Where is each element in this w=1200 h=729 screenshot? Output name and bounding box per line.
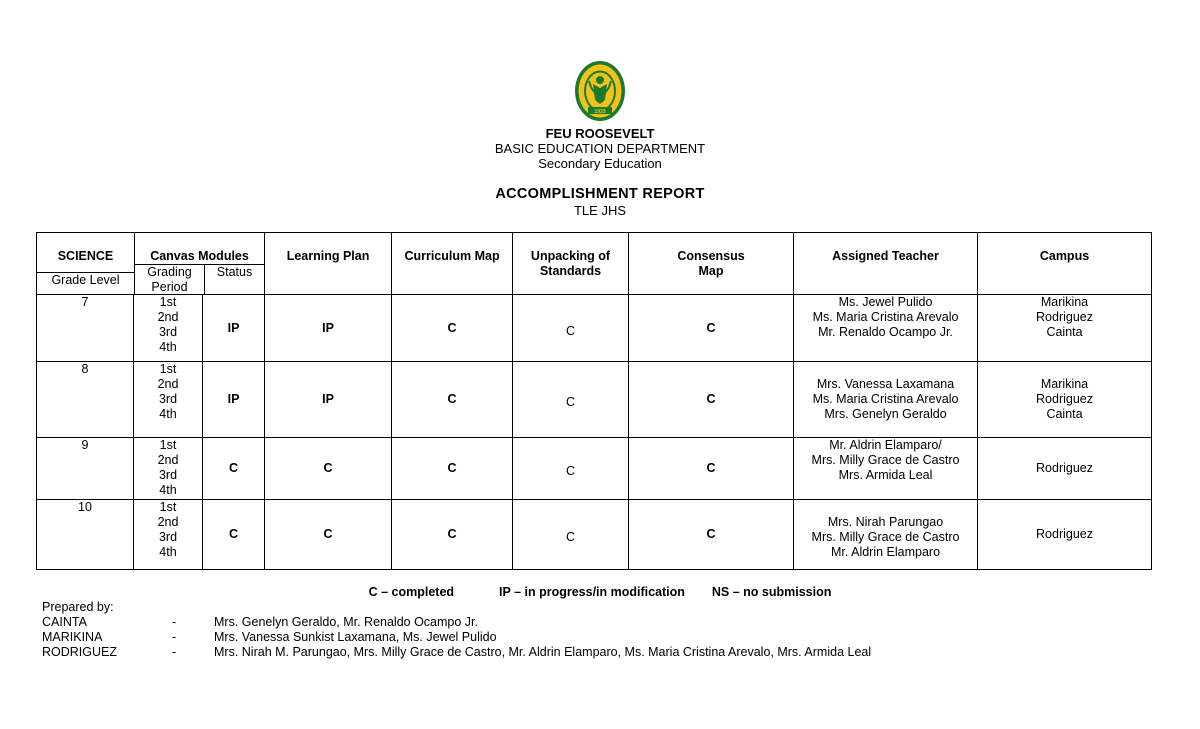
consensus-map-cell: C	[629, 362, 794, 438]
prepared-by-row	[42, 630, 871, 645]
grade-level-cell: 9	[37, 438, 134, 500]
teacher-name: Mrs. Milly Grace de Castro	[811, 530, 960, 544]
teacher-name: Ms. Maria Cristina Arevalo	[812, 310, 959, 324]
campus-cell	[978, 438, 1152, 500]
grading-period: 2nd	[157, 377, 179, 391]
prepared-dash: -	[172, 615, 177, 629]
unpacking-header: Unpacking of Standards	[513, 233, 629, 295]
prepared-by-row	[42, 615, 871, 630]
canvas-modules-header: Canvas Modules	[150, 249, 249, 263]
grading-period: 2nd	[157, 453, 179, 467]
grading-period-cell	[134, 438, 203, 500]
grading-period: 3rd	[158, 468, 178, 482]
grading-period: 2nd	[157, 310, 179, 324]
learning-plan-cell: IP	[265, 295, 392, 362]
status-cell: IP	[203, 362, 265, 438]
status-header: Status	[216, 265, 253, 279]
assigned-teacher-header: Assigned Teacher	[794, 233, 978, 295]
grade-level-cell: 8	[37, 362, 134, 438]
report-subtitle: TLE JHS	[573, 203, 626, 218]
science-header: SCIENCE	[57, 249, 114, 263]
campus-name: Marikina	[1040, 377, 1089, 391]
table-row	[37, 362, 1152, 438]
division-name: Secondary Education	[538, 156, 662, 171]
teacher-name: Mr. Renaldo Ocampo Jr.	[818, 325, 953, 339]
grading-period: 4th	[159, 340, 177, 354]
learning-plan-cell: C	[265, 438, 392, 500]
assigned-teacher-cell	[794, 362, 978, 438]
grade-level-cell: 10	[37, 500, 134, 570]
curriculum-map-cell: C	[392, 500, 513, 570]
assigned-teacher-cell	[794, 438, 978, 500]
prepared-by-row	[42, 645, 871, 660]
assigned-teacher-cell	[794, 500, 978, 570]
report-title: ACCOMPLISHMENT REPORT	[495, 186, 705, 202]
unpacking-cell: C	[513, 362, 629, 438]
prepared-names: Mrs. Genelyn Geraldo, Mr. Renaldo Ocampo Jr.	[214, 615, 478, 629]
feu-roosevelt-logo	[574, 60, 626, 122]
consensus-map-cell: C	[629, 500, 794, 570]
teacher-name: Mr. Aldrin Elamparo/	[829, 438, 942, 452]
unpacking-cell: C	[513, 295, 629, 362]
legend-in-progress: IP – in progress/in modification	[499, 585, 685, 599]
unpacking-cell: C	[513, 438, 629, 500]
legend	[0, 585, 1200, 599]
grading-period: 4th	[159, 407, 177, 421]
prepared-names: Mrs. Nirah M. Parungao, Mrs. Milly Grace de Castro, Mr. Aldrin Elamparo, Ms. Maria Cristina Arevalo, Mrs. Armida Leal	[214, 645, 872, 659]
school-name: FEU ROOSEVELT	[545, 126, 655, 141]
prepared-by-label: Prepared by:	[42, 600, 114, 614]
grade-level-header: Grade Level	[37, 272, 134, 294]
grading-period: 3rd	[158, 530, 178, 544]
grading-period: 1st	[159, 362, 177, 376]
teacher-name: Mrs. Vanessa Laxamana	[816, 377, 955, 391]
teacher-name: Mrs. Genelyn Geraldo	[824, 407, 947, 421]
prepared-dash: -	[172, 630, 177, 644]
campus-cell	[978, 295, 1152, 362]
teacher-name: Mrs. Milly Grace de Castro	[811, 453, 960, 467]
grading-period-cell	[134, 500, 203, 570]
teacher-name: Ms. Maria Cristina Arevalo	[812, 392, 959, 406]
campus-header: Campus	[978, 233, 1152, 295]
grading-period: 4th	[159, 483, 177, 497]
learning-plan-header: Learning Plan	[265, 233, 392, 295]
consensus-map-cell: C	[629, 438, 794, 500]
teacher-name: Ms. Jewel Pulido	[838, 295, 933, 309]
consensus-map-cell: C	[629, 295, 794, 362]
learning-plan-cell: C	[265, 500, 392, 570]
campus-name: Rodriguez	[1036, 461, 1093, 475]
grading-period: 2nd	[157, 515, 179, 529]
curriculum-map-header: Curriculum Map	[392, 233, 513, 295]
curriculum-map-cell: C	[392, 295, 513, 362]
grade-level-cell: 7	[37, 295, 134, 362]
curriculum-map-cell: C	[392, 438, 513, 500]
campus-name: Rodriguez	[1036, 310, 1093, 324]
learning-plan-cell: IP	[265, 362, 392, 438]
campus-cell	[978, 500, 1152, 570]
grading-period: 1st	[159, 500, 177, 514]
teacher-name: Mr. Aldrin Elamparo	[830, 545, 941, 559]
unpacking-cell: C	[513, 500, 629, 570]
campus-name: Cainta	[1046, 325, 1083, 339]
accomplishment-table	[36, 232, 1152, 570]
prepared-campus: MARIKINA	[42, 630, 103, 644]
curriculum-map-cell: C	[392, 362, 513, 438]
status-cell: C	[203, 438, 265, 500]
science-canvas-header-cell	[37, 233, 265, 295]
prepared-dash: -	[172, 645, 177, 659]
prepared-names: Mrs. Vanessa Sunkist Laxamana, Ms. Jewel Pulido	[214, 630, 497, 644]
prepared-campus: CAINTA	[42, 615, 87, 629]
prepared-campus: RODRIGUEZ	[42, 645, 117, 659]
campus-name: Rodriguez	[1036, 392, 1093, 406]
svg-text:1933: 1933	[594, 109, 606, 115]
table-row	[37, 438, 1152, 500]
grading-period: 3rd	[158, 325, 178, 339]
prepared-by-section	[42, 600, 871, 660]
table-header-row	[37, 233, 1152, 295]
teacher-name: Mrs. Armida Leal	[838, 468, 933, 482]
teacher-name: Mrs. Nirah Parungao	[827, 515, 944, 529]
grading-period-header: Grading Period	[135, 265, 205, 295]
consensus-map-header: Consensus Map	[629, 233, 794, 295]
legend-no-submission: NS – no submission	[711, 585, 832, 599]
campus-name: Cainta	[1046, 407, 1083, 421]
grading-period: 3rd	[158, 392, 178, 406]
grading-period-cell	[134, 362, 203, 438]
table-row	[37, 295, 1152, 362]
department-name: BASIC EDUCATION DEPARTMENT	[494, 141, 706, 156]
assigned-teacher-cell	[794, 295, 978, 362]
status-cell: C	[203, 500, 265, 570]
campus-name: Marikina	[1040, 295, 1089, 309]
status-cell: IP	[203, 295, 265, 362]
grading-period: 1st	[159, 295, 177, 309]
campus-cell	[978, 362, 1152, 438]
grading-period: 4th	[159, 545, 177, 559]
grading-period: 1st	[159, 438, 177, 452]
table-row	[37, 500, 1152, 570]
legend-completed: C – completed	[368, 585, 455, 599]
grading-period-cell	[134, 295, 203, 362]
campus-name: Rodriguez	[1036, 527, 1093, 541]
